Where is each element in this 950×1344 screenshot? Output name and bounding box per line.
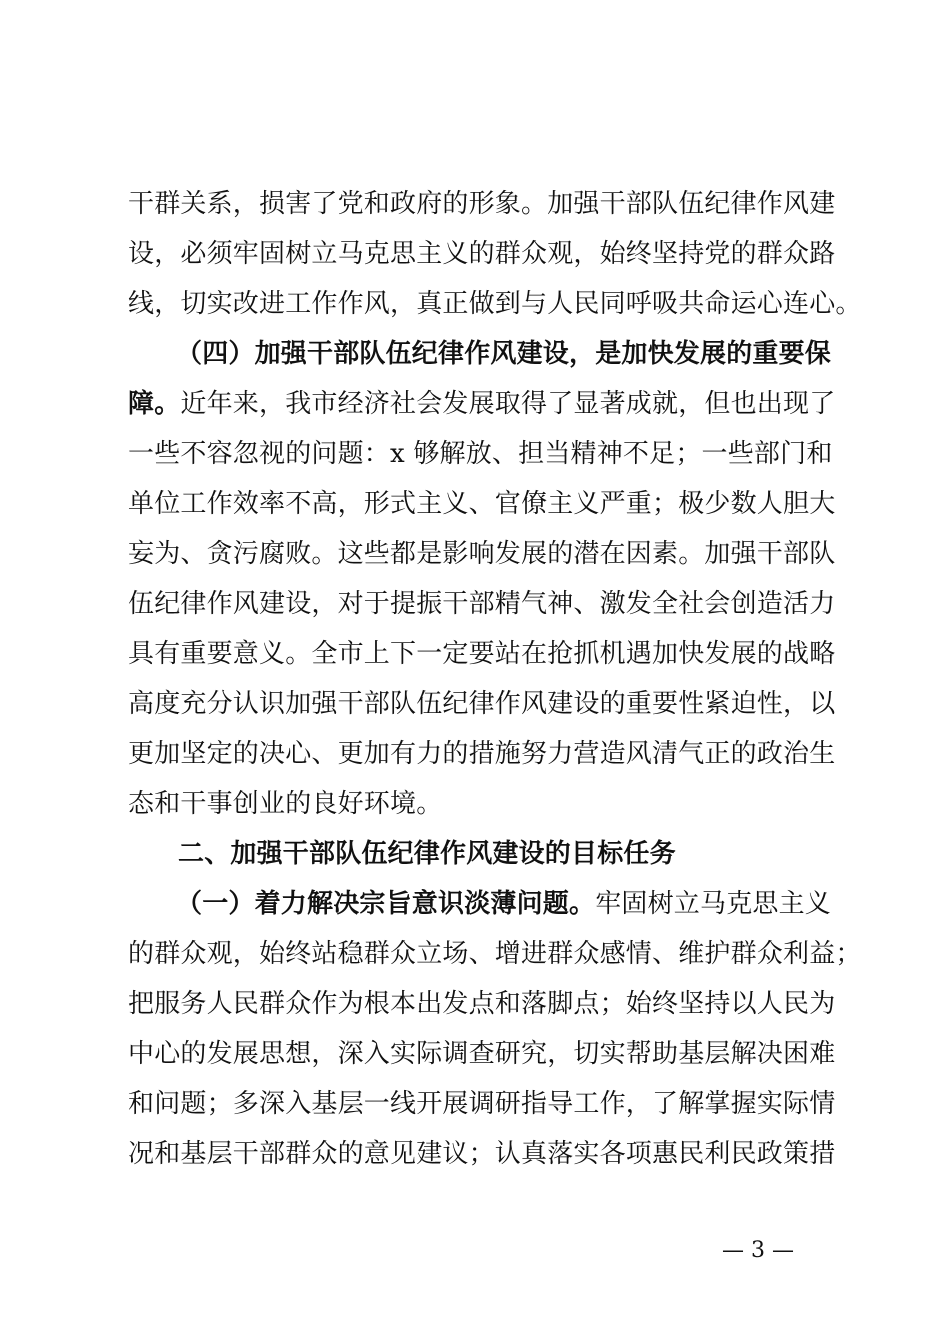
text-line xyxy=(128,389,838,419)
text-segment: 的群众观，始终站稳群众立场、增进群众感情、维护群众利益； xyxy=(128,939,862,969)
text-segment: 具有重要意义。全市上下一定要站在抢抓机遇加快发展的战略 xyxy=(128,639,836,669)
text-segment: 一些不容忽视的问题：x 够解放、担当精神不足；一些部门和 xyxy=(128,439,833,469)
text-line xyxy=(176,339,886,369)
text-line xyxy=(128,589,838,619)
text-segment: 牢固树立马克思主义 xyxy=(595,889,832,919)
text-line xyxy=(128,739,838,769)
section-heading xyxy=(178,839,888,869)
text-segment: 态和干事创业的良好环境。 xyxy=(128,789,443,819)
text-segment: 和问题；多深入基层一线开展调研指导工作，了解掌握实际情 xyxy=(128,1089,836,1119)
text-segment: 更加坚定的决心、更加有力的措施努力营造风清气正的政治生 xyxy=(128,739,836,769)
text-segment: 近年来，我市经济社会发展取得了显著成就，但也出现了 xyxy=(180,389,836,419)
text-segment: 干群关系，损害了党和政府的形象。加强干部队伍纪律作风建 xyxy=(128,189,836,219)
text-line xyxy=(128,689,838,719)
text-line xyxy=(128,639,838,669)
heading-segment: 二、加强干部队伍纪律作风建设的目标任务 xyxy=(178,839,676,869)
text-line xyxy=(128,1139,838,1169)
text-segment: 中心的发展思想，深入实际调查研究，切实帮助基层解决困难 xyxy=(128,1039,836,1069)
heading-segment: （一）着力解决宗旨意识淡薄问题。 xyxy=(176,889,596,919)
text-line xyxy=(176,889,886,919)
text-line xyxy=(128,539,838,569)
text-line xyxy=(128,1089,838,1119)
page-number: — 3 — xyxy=(722,1238,794,1263)
text-segment: 把服务人民群众作为根本出发点和落脚点；始终坚持以人民为 xyxy=(128,989,836,1019)
text-segment: 况和基层干部群众的意见建议；认真落实各项惠民利民政策措 xyxy=(128,1139,836,1169)
text-line xyxy=(128,489,838,519)
heading-segment: （四）加强干部队伍纪律作风建设，是加快发展的重要保 xyxy=(176,339,832,369)
text-segment: 妄为、贪污腐败。这些都是影响发展的潜在因素。加强干部队 xyxy=(128,539,836,569)
text-line xyxy=(128,439,838,469)
text-segment: 单位工作效率不高，形式主义、官僚主义严重；极少数人胆大 xyxy=(128,489,836,519)
text-segment: 设，必须牢固树立马克思主义的群众观，始终坚持党的群众路 xyxy=(128,239,836,269)
text-line xyxy=(128,789,838,819)
text-line xyxy=(128,989,838,1019)
text-line xyxy=(128,1039,838,1069)
text-segment: 高度充分认识加强干部队伍纪律作风建设的重要性紧迫性，以 xyxy=(128,689,836,719)
text-segment: 伍纪律作风建设，对于提振干部精气神、激发全社会创造活力 xyxy=(128,589,836,619)
text-line xyxy=(128,939,862,969)
text-line xyxy=(128,189,838,219)
heading-segment: 障。 xyxy=(128,389,181,419)
text-line xyxy=(128,239,838,269)
text-line xyxy=(128,289,862,319)
text-segment: 线，切实改进工作作风，真正做到与人民同呼吸共命运心连心。 xyxy=(128,289,862,319)
